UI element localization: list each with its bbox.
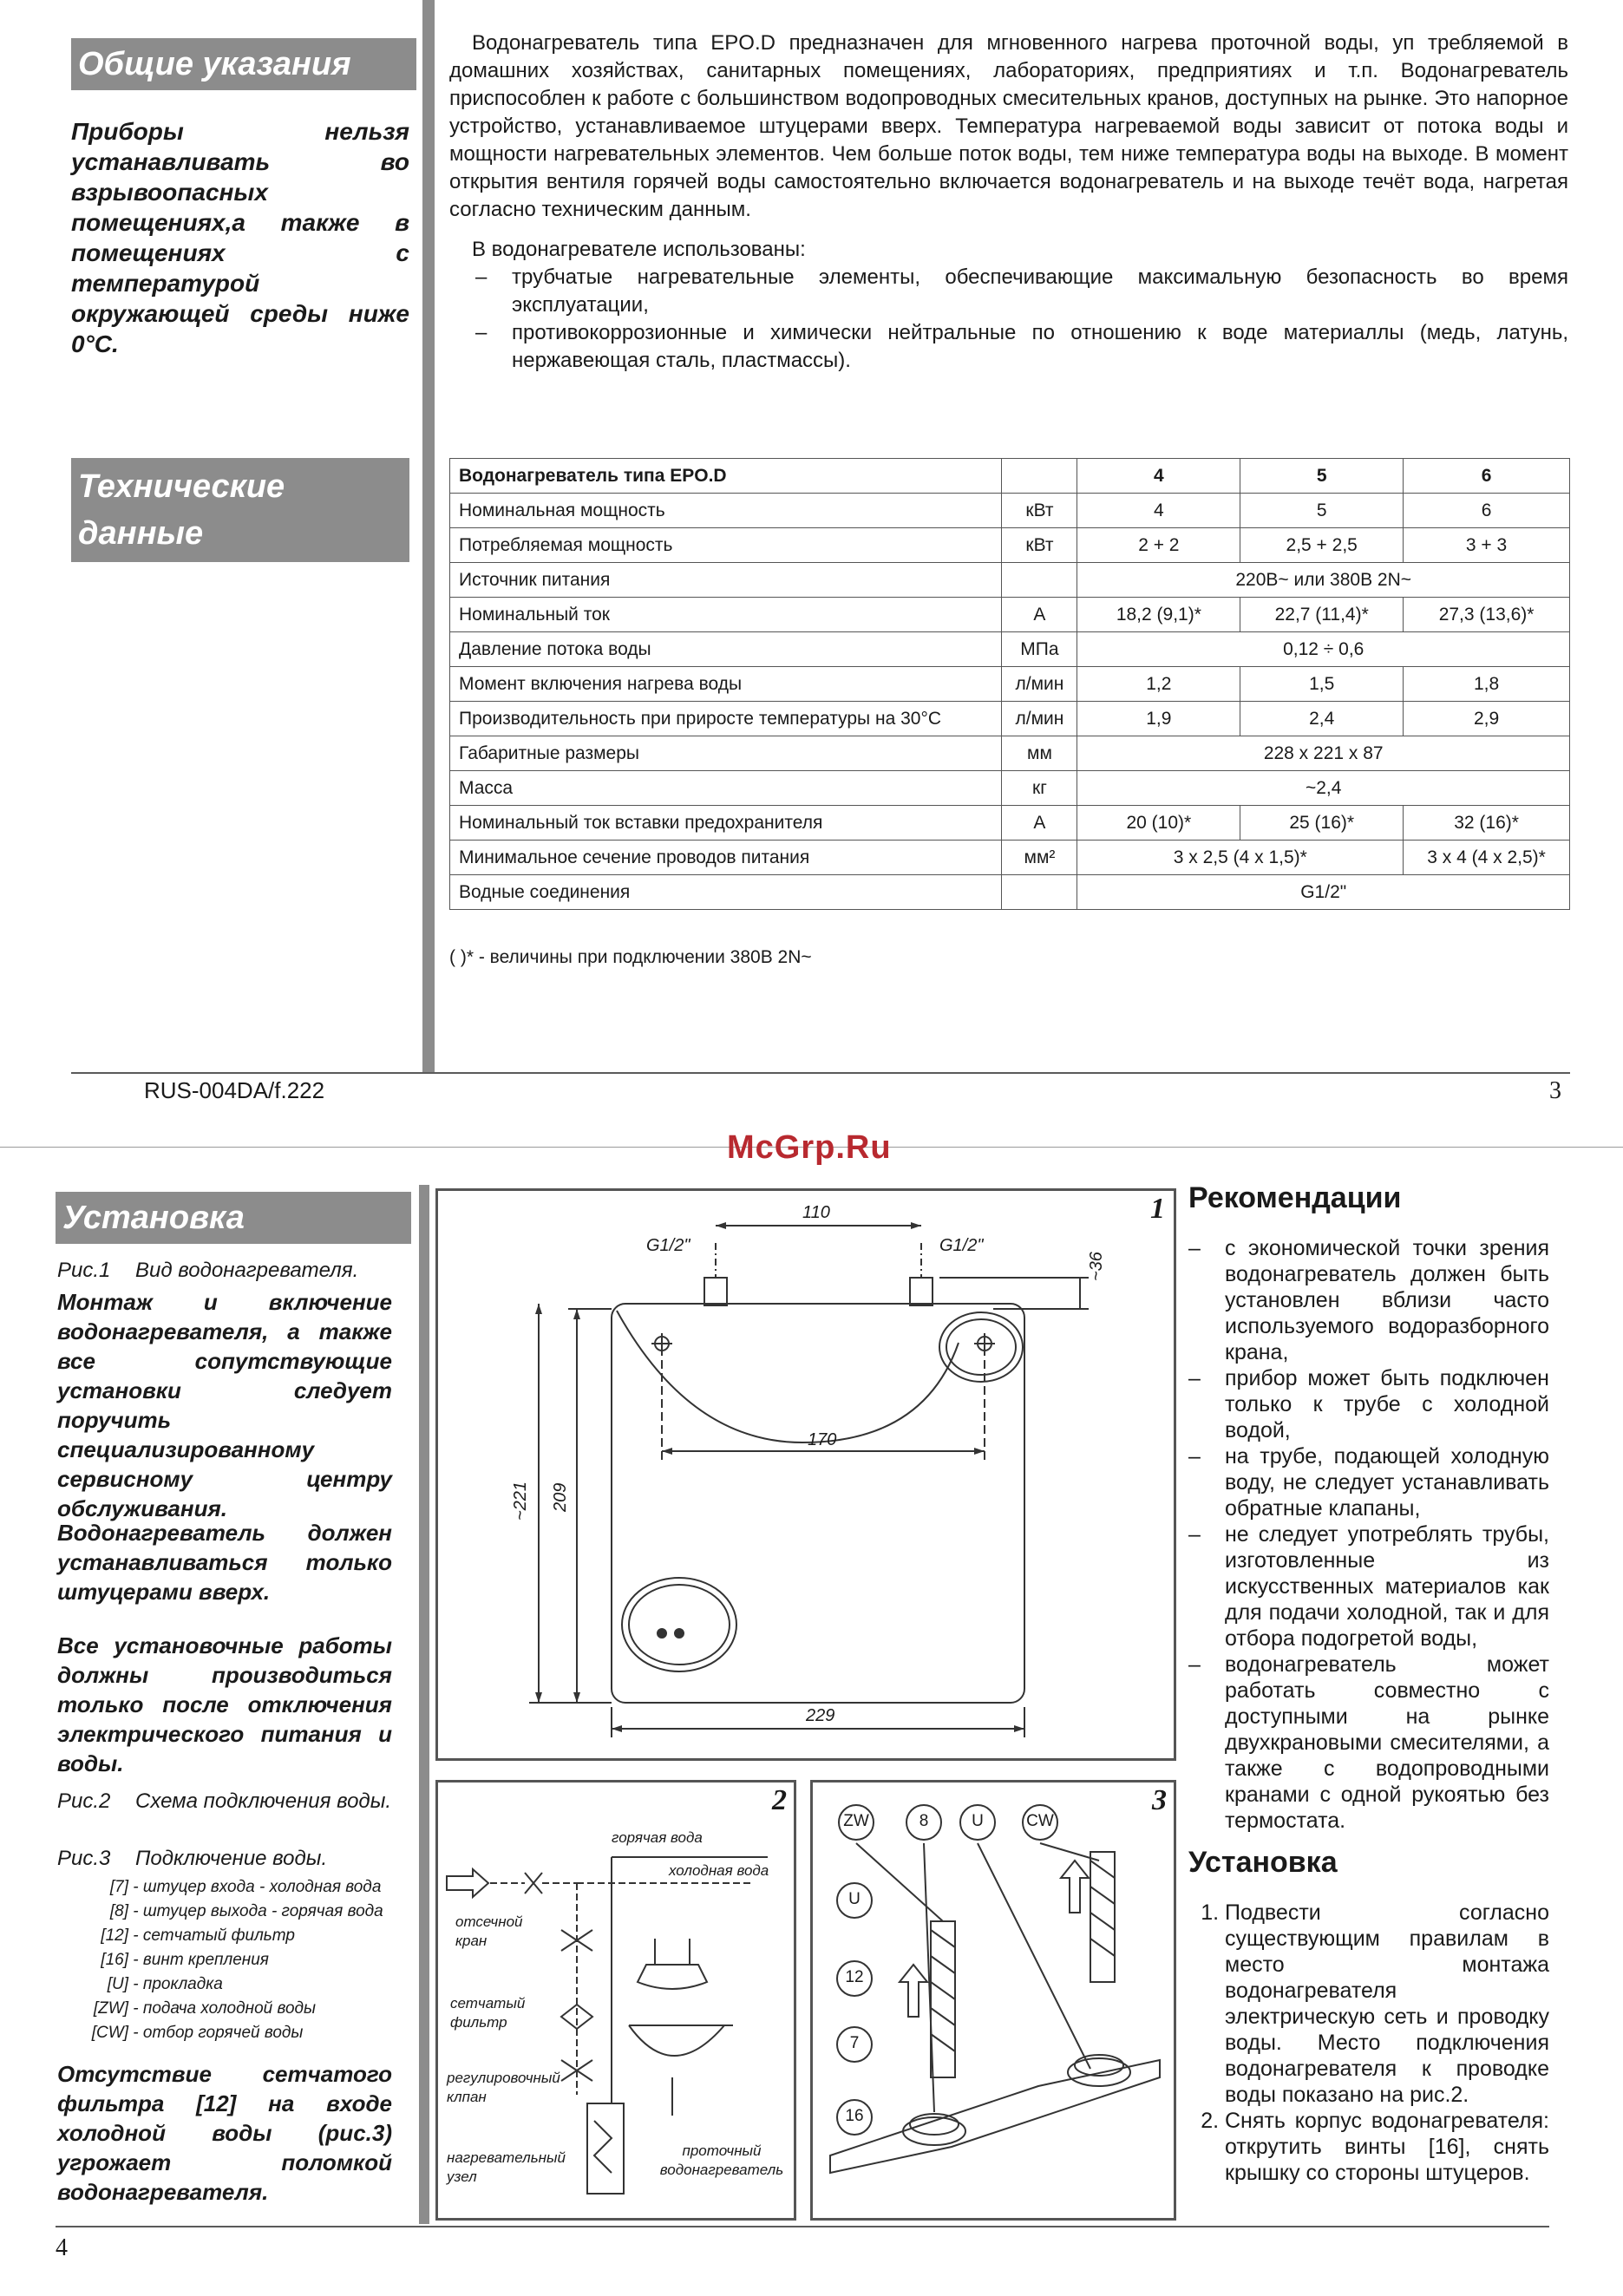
fig2-hot-water-label: горячая вода [612,1829,703,1846]
legend-text: прокладка [142,1975,223,1993]
legend-item: [16] - винт крепления [83,1948,413,1972]
fig3-label-12: 12 [845,1968,864,1986]
recommend-heading: Рекомендации [1188,1181,1402,1214]
inlet-arrow [447,1869,488,1897]
figure-2 [435,1780,796,2221]
heater-body-outline [612,1304,1024,1703]
recommend-list [1185,1235,1549,1834]
figure-2-number: 2 [772,1784,787,1816]
table-cell: Водные соединения [450,875,1002,910]
legend-text: отбор горячей воды [142,2024,304,2042]
watermark-logo: McGrp.Ru [727,1129,892,1166]
table-row [450,702,1570,736]
dim-g1-label: G1/2" [646,1236,690,1255]
table-row [450,494,1570,528]
fig2-heater-unit-label: нагревательный узел [447,2149,566,2185]
fig1-caption-text: Вид водонагревателя. [135,1259,359,1282]
recommend-item: – не следует употреблять трубы, изготовленные из искусственных материалов как для подачи холодной, так и для отбора подогретой воды, [1185,1521,1549,1652]
figure-1 [435,1188,1176,1761]
general-heading-text: Общие указания [78,46,351,82]
legend-item: [ZW] - подача холодной воды [83,1997,413,2021]
page4-footer-line [56,2226,1549,2227]
table-cell: 32 (16)* [1404,806,1570,841]
table-cell: Производительность при приросте температуры на 30°С [450,702,1002,736]
figure-3-number: 3 [1152,1784,1167,1816]
figure-1-number: 1 [1150,1193,1165,1225]
base-plate [830,2060,1160,2173]
used-intro: В водонагревателе использованы: [472,238,806,261]
hose-right [1090,1852,1115,1982]
table-cell: 1,5 [1240,667,1404,702]
used-list [472,264,1568,375]
table-cell [1002,563,1077,598]
table-cell: 27,3 (13,6)* [1404,598,1570,632]
table-header-cell [1002,459,1077,494]
table-row [450,528,1570,563]
table-header-row [450,459,1570,494]
dim-221-label: ~221 [511,1481,530,1521]
table-cell: 1,9 [1077,702,1240,736]
general-heading [71,38,416,90]
table-header-cell: Водонагреватель типа EPO.D [450,459,1002,494]
heater-unit [587,2103,624,2194]
table-cell: Потребляемая мощность [450,528,1002,563]
fig1-caption-label: Рис.1 [57,1259,111,1282]
top-ellipse [939,1312,1023,1382]
tech-data-table [449,458,1570,910]
table-footnote: ( )* - величины при подключении 380В 2N~ [449,947,812,967]
table-cell: кВт [1002,494,1077,528]
legend-text: винт крепления [142,1951,269,1969]
table-cell [1002,875,1077,910]
legend-text: подача холодной воды [142,1999,317,2018]
table-cell: G1/2" [1077,875,1570,910]
legend-text: штуцер выхода - горячая вода [142,1902,383,1920]
dim-36-label: ~36 [1087,1252,1106,1281]
fig3-legend [83,1875,413,2045]
table-cell: л/мин [1002,667,1077,702]
fig2-reg-valve-label: регулировочный клпан [447,2070,560,2105]
fig1-caption [57,1258,409,1284]
table-row [450,841,1570,875]
figure-3-drawing [813,1783,1174,2218]
fig3-label-cw: CW [1026,1812,1054,1830]
table-cell: 6 [1404,494,1570,528]
used-item: – трубчатые нагревательные элементы, обеспечивающие максимальную безопасность во время эксплуатации, [472,264,1568,319]
dim-170-label: 170 [808,1430,837,1449]
fig3-label-7: 7 [849,2034,860,2052]
arrow-up [1061,1861,1089,1913]
table-cell: мм [1002,736,1077,771]
install-instruction-1: Монтаж и включение водонагревателя, а также все сопутствующие установки следует поручить специализированному сервисному центру обслуживания. [57,1289,392,1521]
table-cell: 2,5 + 2,5 [1240,528,1404,563]
general-warning: Приборы нельзя устанавливать во взрывоопасных помещениях,а также в помещениях с температурой окружающей среды ниже 0°С. [71,118,409,357]
table-cell: 25 (16)* [1240,806,1404,841]
install-heading-text: Установка [62,1200,245,1236]
figure-1-drawing [438,1191,1174,1758]
table-cell: мм² [1002,841,1077,875]
fig2-caption-label: Рис.2 [57,1789,111,1813]
table-cell: Масса [450,771,1002,806]
table-cell: кг [1002,771,1077,806]
fig2-filter-label: сетчатый фильтр [450,1995,526,2031]
table-header-cell: 5 [1240,459,1404,494]
recommend-item: – водонагреватель может работать совместно с доступными на рынке двухкрановыми смесителями, а также с водопроводными кранами с одной рукоятью без термостата. [1185,1652,1549,1834]
table-cell: 5 [1240,494,1404,528]
bottom-ellipse [622,1578,736,1671]
table-cell: МПа [1002,632,1077,667]
legend-text: сетчатый фильтр [142,1926,295,1945]
page4-vertical-bar [419,1185,429,2224]
table-row [450,632,1570,667]
fig3-caption-label: Рис.3 [57,1847,111,1870]
page3-vertical-bar [422,0,435,1072]
table-row [450,771,1570,806]
arrow-down [900,1965,927,2017]
table-cell: 0,12 ÷ 0,6 [1077,632,1570,667]
legend-item: [12] - сетчатый фильтр [83,1924,413,1948]
footer-code: RUS-004DA/f.222 [144,1077,325,1103]
recommend-item: – на трубе, подающей холодную воду, не следует устанавливать обратные клапаны, [1185,1443,1549,1521]
table-cell: ~2,4 [1077,771,1570,806]
fig3-label-16: 16 [845,2107,864,2125]
table-cell: л/мин [1002,702,1077,736]
table-row [450,875,1570,910]
table-header-cell: 6 [1404,459,1570,494]
install-heading [56,1192,411,1244]
figure-3 [810,1780,1176,2221]
fig2-flow-heater-label: проточный водонагреватель [659,2142,784,2178]
table-cell: 4 [1077,494,1240,528]
table-row [450,806,1570,841]
table-cell: кВт [1002,528,1077,563]
fig3-label-zw: ZW [843,1812,869,1830]
fig2-valve-label: отсечной кран [455,1913,523,1949]
table-row [450,563,1570,598]
legend-key: [8] [109,1902,128,1920]
install-sub-heading: Установка [1188,1846,1338,1879]
fig2-caption [57,1789,409,1815]
table-cell: 3 x 2,5 (4 x 1,5)* [1077,841,1404,875]
legend-key: [U] [107,1975,128,1993]
table-cell: 2,9 [1404,702,1570,736]
table-cell: 22,7 (11,4)* [1240,598,1404,632]
intro-paragraph: Водонагреватель типа EPO.D предназначен для мгновенного нагрева проточной воды, уп требляемой в домашних хозяйствах, санитарных помещениях, лабораториях, предприятиях и т.п. Водонагреватель приспособлен к работе с большинством водопроводных смесительных кранов, доступных на рынке. Это напорное устройство, устанавливаемое штуцерами вверх. Температура нагреваемой воды зависит от потока воды и мощности нагревательных элементов. Чем больше поток воды, тем ниже температура воды на выходе. В момент открытия вентиля горячей воды самостоятельно включается водонагреватель и на выходе течёт вода, нагретая согласно техническим данным. [449,31,1568,221]
used-item: – противокоррозионные и химически нейтральные по отношению к воде материаллы (медь, латунь, нержавеющая сталь, пластмассы). [472,319,1568,375]
filter-warning: Отсутствие сетчатого фильтра [12] на входе холодной воды (рис.3) угрожает поломкой водонагревателя. [57,2061,392,2205]
fitting-right [910,1278,933,1305]
table-cell: Номинальный ток [450,598,1002,632]
dim-209-label: 209 [551,1482,570,1512]
recommend-item: – прибор может быть подключен только к трубе с холодной водой, [1185,1365,1549,1443]
legend-item: [7] - штуцер входа - холодная вода [83,1875,413,1900]
install-instruction-3: Все установочные работы должны производиться только после отключения электрического питания и воды. [57,1632,392,1776]
fig2-cold-water-label: холодная вода [669,1862,769,1879]
dim-110-label: 110 [802,1203,830,1222]
table-row [450,598,1570,632]
table-cell: 3 x 4 (4 x 2,5)* [1404,841,1570,875]
recommend-item: – с экономической точки зрения водонагреватель должен быть установлен вблизи часто используемого водоразборного крана, [1185,1235,1549,1365]
front-arc [617,1311,959,1442]
install-instruction-2: Водонагреватель должен устанавливаться только штуцерами вверх. [57,1520,392,1605]
install-steps [1185,1900,1549,2186]
table-cell: 18,2 (9,1)* [1077,598,1240,632]
legend-key: [16] [101,1951,128,1969]
fitting-left [704,1278,727,1305]
dim-229-label: 229 [806,1706,835,1725]
tech-heading [71,458,409,562]
table-cell: Источник питания [450,563,1002,598]
legend-key: [7] [109,1878,128,1896]
table-cell: 3 + 3 [1404,528,1570,563]
fig3-caption-text: Подключение воды. [135,1847,328,1870]
fig3-label-u: U [848,1890,861,1908]
dim-g2-label: G1/2" [939,1236,984,1255]
install-step: 2. Снять корпус водонагревателя: открутить винты [16], снять крышку со стороны штуцеров. [1225,2108,1549,2186]
install-step: 1. Подвести согласно существующим правилам в место монтажа водонагревателя электрическую сеть и проводку воды. Место подключения водонагревателя к проводке воды показано на рис.2. [1225,1900,1549,2108]
table-cell: Момент включения нагрева воды [450,667,1002,702]
table-cell: A [1002,598,1077,632]
legend-text: штуцер входа - холодная вода [142,1878,382,1896]
table-cell: Номинальный ток вставки предохранителя [450,806,1002,841]
legend-item: [8] - штуцер выхода - горячая вода [83,1900,413,1924]
table-cell: 2 + 2 [1077,528,1240,563]
table-header-cell: 4 [1077,459,1240,494]
table-row [450,736,1570,771]
legend-key: [CW] [91,2024,128,2042]
fig2-caption-text: Схема подключения воды. [135,1789,392,1813]
page3-number: 3 [1549,1077,1561,1104]
fig3-label-8: 8 [919,1812,929,1830]
table-cell: Давление потока воды [450,632,1002,667]
legend-item: [CW] - отбор горячей воды [83,2021,413,2045]
table-cell: 220В~ или 380В 2N~ [1077,563,1570,598]
legend-key: [12] [101,1926,128,1945]
legend-item: [U] - прокладка [83,1972,413,1997]
table-cell: 20 (10)* [1077,806,1240,841]
fig3-label-u-top: U [972,1812,984,1830]
page4-number: 4 [56,2234,68,2261]
table-cell: Минимальное сечение проводов питания [450,841,1002,875]
legend-key: [ZW] [93,1999,128,2018]
table-cell: Номинальная мощность [450,494,1002,528]
table-cell: 228 x 221 x 87 [1077,736,1570,771]
fig3-caption [57,1846,409,1872]
tech-heading-text: Технические данные [78,468,285,552]
table-cell: 1,2 [1077,667,1240,702]
table-row [450,667,1570,702]
sink-basin [629,2025,724,2056]
table-cell: Габаритные размеры [450,736,1002,771]
table-cell: 2,4 [1240,702,1404,736]
table-cell: A [1002,806,1077,841]
table-cell: 1,8 [1404,667,1570,702]
page3-footer-line [71,1072,1570,1074]
